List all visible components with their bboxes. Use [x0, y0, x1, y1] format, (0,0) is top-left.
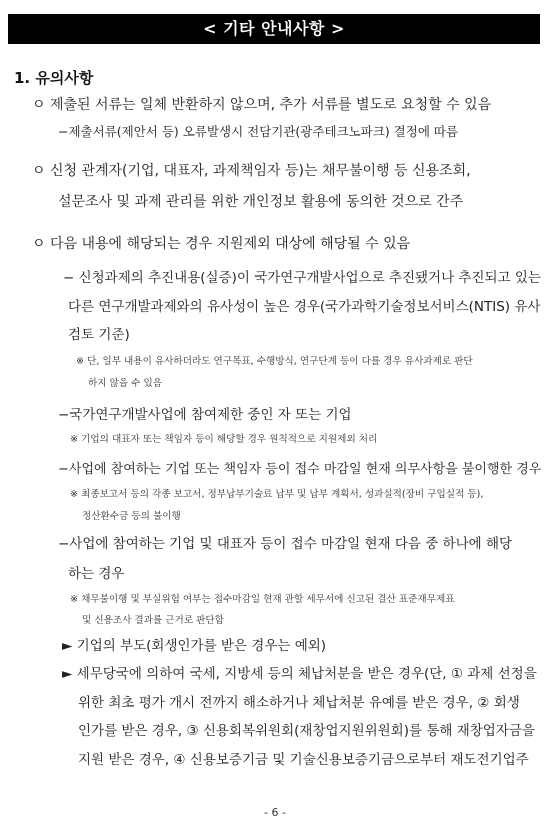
sub-item-errors: −제출서류(제안서 등) 오류발생시 전담기관(광주테크노파크) 결정에 따름: [58, 124, 459, 139]
bullet-returns: ㅇ 제출된 서류는 일체 반환하지 않으며, 추가 서류를 별도로 요청할 수 있음: [32, 97, 492, 113]
page-number: - 6 -: [264, 806, 286, 819]
bullet-consent-cont: 설문조사 및 과제 관리를 위한 개인정보 활용에 동의한 것으로 간주: [58, 194, 464, 210]
sub-item-obligation: −사업에 참여하는 기업 또는 책임자 등이 접수 마감일 현재 의무사항을 불이행한 경우: [58, 462, 542, 477]
item-tax-default-cont2: 인가를 받은 경우, ③ 신용회복위원회(재창업지원위원회)를 통해 재창업자금을: [78, 723, 535, 739]
item-tax-default-cont1: 위한 최초 평가 개시 전까지 해소하거나 체납처분 유예를 받은 경우, ② 회생: [78, 695, 520, 711]
note-participation-limit: ※ 기업의 대표자 또는 책임자 등이 해당할 경우 원칙적으로 지원제외 처리: [70, 434, 378, 445]
sub-item-similarity: − 신청과제의 추진내용(실증)이 국가연구개발사업으로 추진됐거나 추진되고 있는: [63, 270, 541, 286]
sub-item-similarity-cont1: 다른 연구개발과제와의 유사성이 높은 경우(국가과학기술정보서비스(NTIS) 유사: [68, 299, 541, 315]
section-title: 1. 유의사항: [14, 69, 94, 87]
sub-item-conditions: −사업에 참여하는 기업 및 대표자 등이 접수 마감일 현재 다음 중 하나에 해당: [58, 536, 513, 552]
sub-item-conditions-cont: 하는 경우: [68, 566, 125, 582]
item-tax-default-cont3: 지원 받은 경우, ④ 신용보증기금 및 기술신용보증기금으로부터 재도전기업주: [78, 752, 529, 768]
note-similarity: ※ 단, 일부 내용이 유사하더라도 연구목표, 수행방식, 연구단계 등이 다를 경우 유사과제로 판단: [76, 356, 473, 367]
note-conditions-cont: 및 신용조사 결과를 근거로 판단함: [82, 615, 224, 626]
item-tax-default: ► 세무당국에 의하여 국세, 지방세 등의 체납처분을 받은 경우(단, ① 과제 선정을: [62, 666, 537, 682]
note-conditions: ※ 채무불이행 및 부실위험 여부는 접수마감일 현재 관할 세무서에 신고된 결산 표준재무제표: [70, 594, 455, 605]
sub-item-similarity-cont2: 검토 기준): [68, 327, 130, 343]
bullet-exclusion: ㅇ 다음 내용에 해당되는 경우 지원제외 대상에 해당될 수 있음: [32, 236, 411, 252]
bullet-consent: ㅇ 신청 관계자(기업, 대표자, 과제책임자 등)는 채무불이행 등 신용조회,: [32, 163, 471, 179]
note-similarity-cont: 하지 않을 수 있음: [88, 378, 163, 389]
page-title-banner: < 기타 안내사항 >: [8, 14, 540, 44]
note-obligation: ※ 최종보고서 등의 각종 보고서, 정부납부기술료 납부 및 납부 계획서, 성과실적(장비 구입실적 등),: [70, 489, 484, 500]
note-obligation-cont: 정산환수금 등의 불이행: [82, 511, 181, 522]
sub-item-participation-limit: −국가연구개발사업에 참여제한 중인 자 또는 기업: [58, 407, 352, 423]
item-bankruptcy: ► 기업의 부도(회생인가를 받은 경우는 예외): [62, 638, 327, 654]
